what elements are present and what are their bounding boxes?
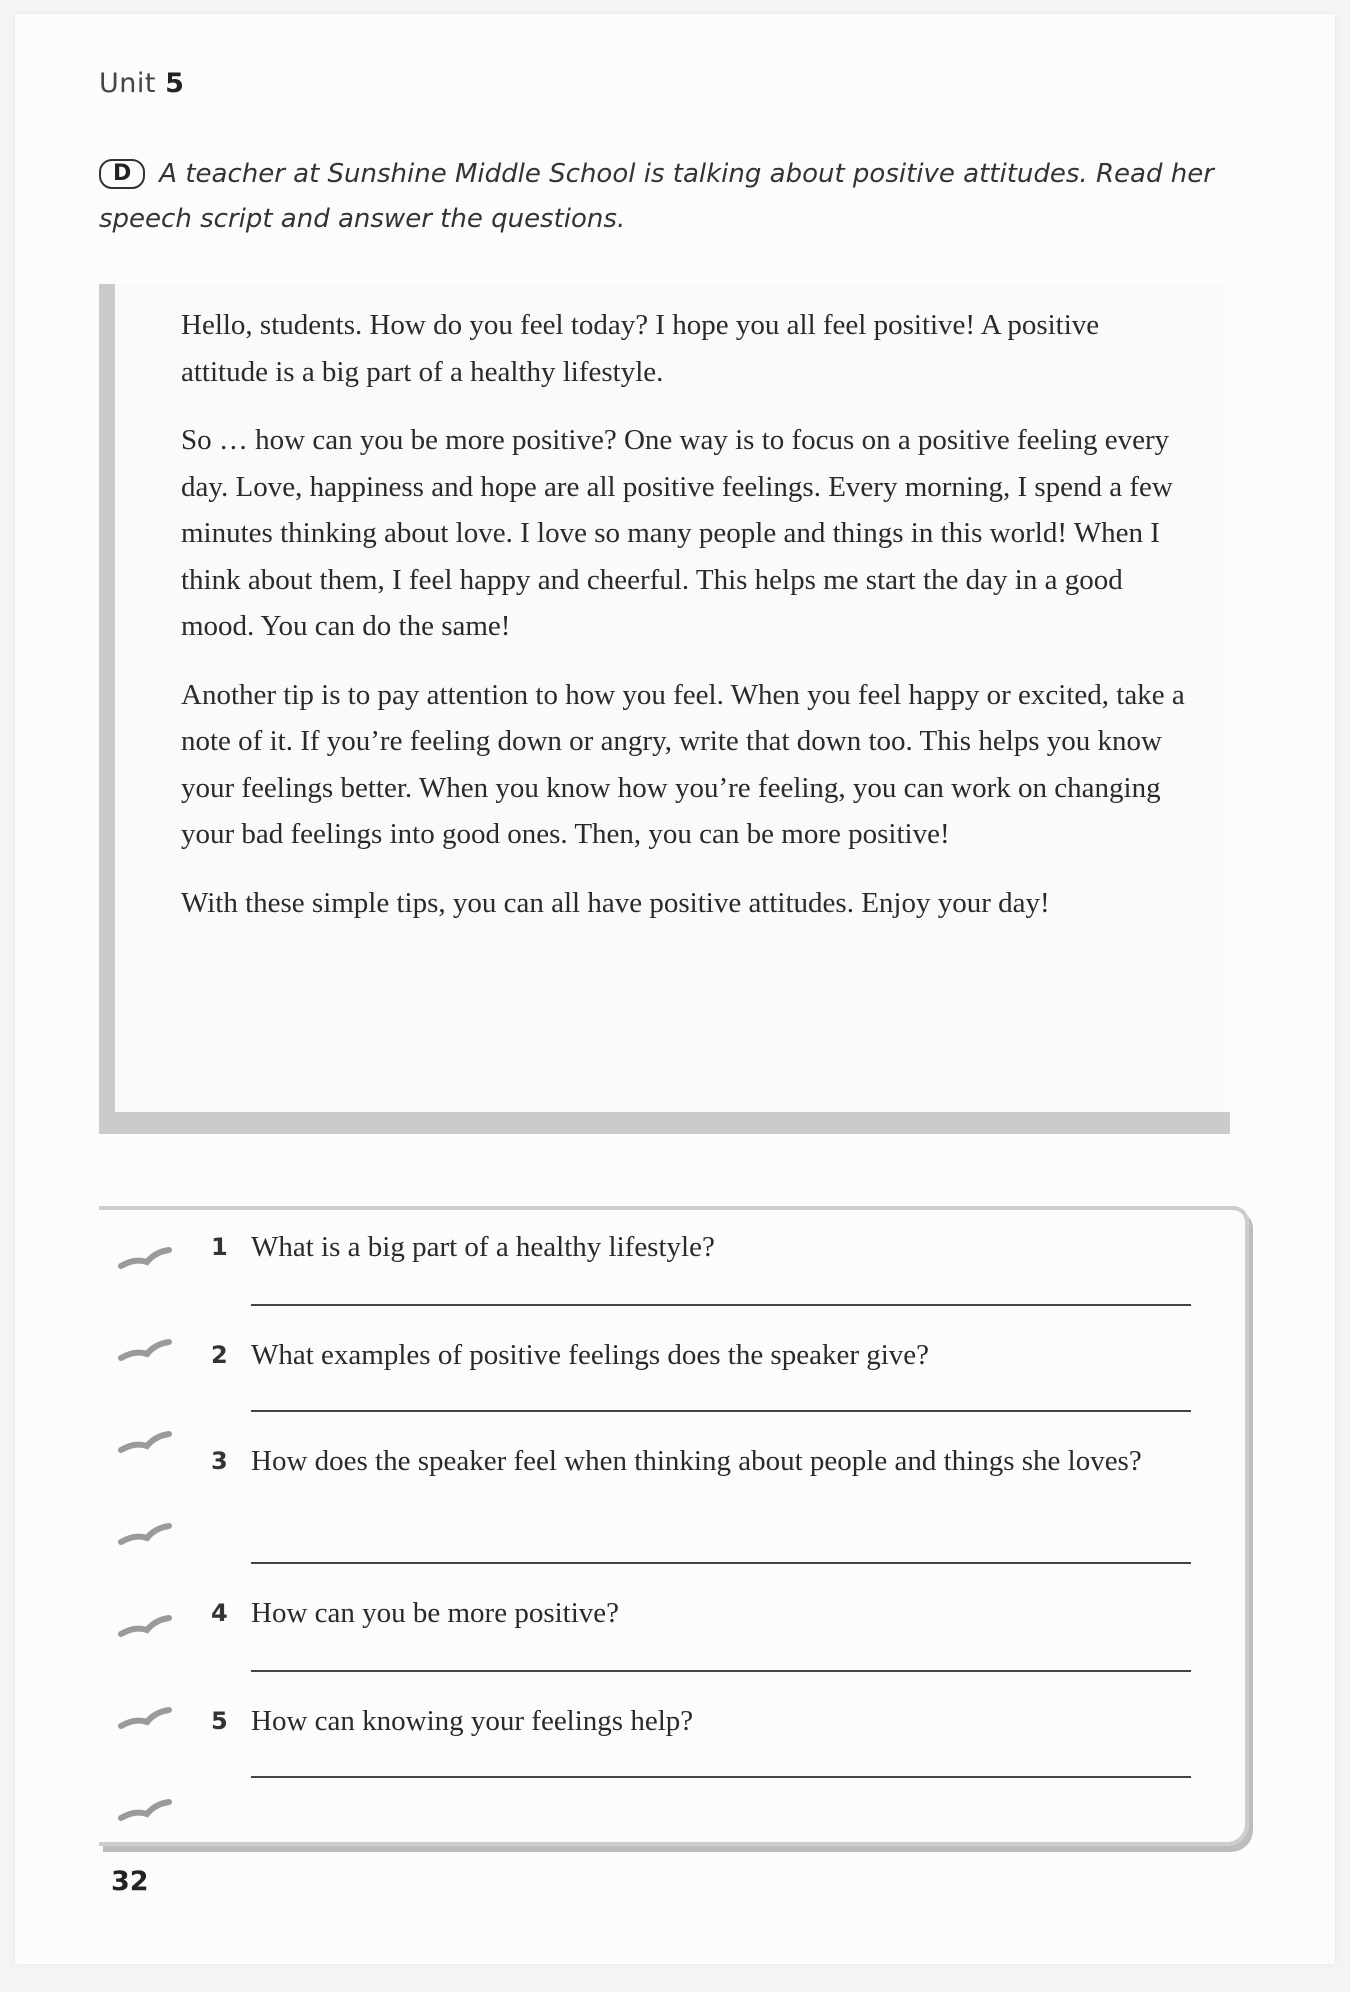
answer-line-4[interactable] bbox=[251, 1670, 1191, 1672]
notebook-binding bbox=[117, 1214, 177, 1824]
questions-notebook-frame bbox=[99, 1206, 1249, 1846]
question-number: 1 bbox=[211, 1233, 228, 1261]
speech-paragraph: Another tip is to pay attention to how you feel. When you feel happy or excited, take a note of it. If you’re feeling down or angry, write that down too. This helps you know your feelings better. When you know how you’re feeling, you can work on changing your bad feelings into good ones. Then, you can be more positive! bbox=[181, 678, 1185, 850]
unit-label bbox=[99, 68, 184, 99]
question-number: 2 bbox=[211, 1341, 228, 1369]
binding-ring-icon bbox=[117, 1244, 175, 1278]
speech-paragraph: So … how can you be more positive? One way is to focus on a positive feeling every day. Love, happiness and hope are all positive feelings. Every morning, I spend a few minutes thinking about love. I love so many people and things in this world! When I think about them, I feel happy and cheerful. This helps me start the day in a good mood. You can do the same! bbox=[181, 424, 1173, 642]
instruction-text: A teacher at Sunshine Middle School is talking about positive attitudes. Read her speech script and answer the questions. bbox=[99, 159, 1214, 234]
exercise-instruction bbox=[99, 152, 1249, 242]
binding-ring-icon bbox=[117, 1520, 175, 1554]
binding-ring-icon bbox=[117, 1612, 175, 1646]
question-text: How can knowing your feelings help? bbox=[251, 1705, 694, 1737]
question-number: 3 bbox=[211, 1447, 228, 1475]
unit-number: 5 bbox=[165, 68, 185, 99]
unit-word: Unit bbox=[99, 68, 156, 99]
question-number: 4 bbox=[211, 1599, 228, 1627]
workbook-page bbox=[15, 14, 1335, 1964]
exercise-badge: D bbox=[99, 159, 145, 189]
speech-script-box bbox=[99, 284, 1230, 1134]
question-text: What is a big part of a healthy lifestyle? bbox=[251, 1231, 715, 1263]
binding-ring-icon bbox=[117, 1704, 175, 1738]
question-number: 5 bbox=[211, 1707, 228, 1735]
answer-line-2[interactable] bbox=[251, 1410, 1191, 1412]
binding-ring-icon bbox=[117, 1796, 175, 1830]
page-number: 32 bbox=[111, 1866, 149, 1897]
question-text: How can you be more positive? bbox=[251, 1597, 620, 1629]
binding-ring-icon bbox=[117, 1428, 175, 1462]
question-text: How does the speaker feel when thinking about people and things she loves? bbox=[251, 1445, 1142, 1477]
answer-line-3[interactable] bbox=[251, 1562, 1191, 1564]
speech-script-text bbox=[181, 302, 1191, 948]
binding-ring-icon bbox=[117, 1336, 175, 1370]
speech-paragraph: With these simple tips, you can all have positive attitudes. Enjoy your day! bbox=[181, 886, 1050, 919]
question-text: What examples of positive feelings does the speaker give? bbox=[251, 1339, 930, 1371]
answer-line-5[interactable] bbox=[251, 1776, 1191, 1778]
speech-paragraph: Hello, students. How do you feel today? I hope you all feel positive! A positive attitude is a big part of a healthy lifestyle. bbox=[181, 309, 1100, 388]
answer-line-1[interactable] bbox=[251, 1304, 1191, 1306]
